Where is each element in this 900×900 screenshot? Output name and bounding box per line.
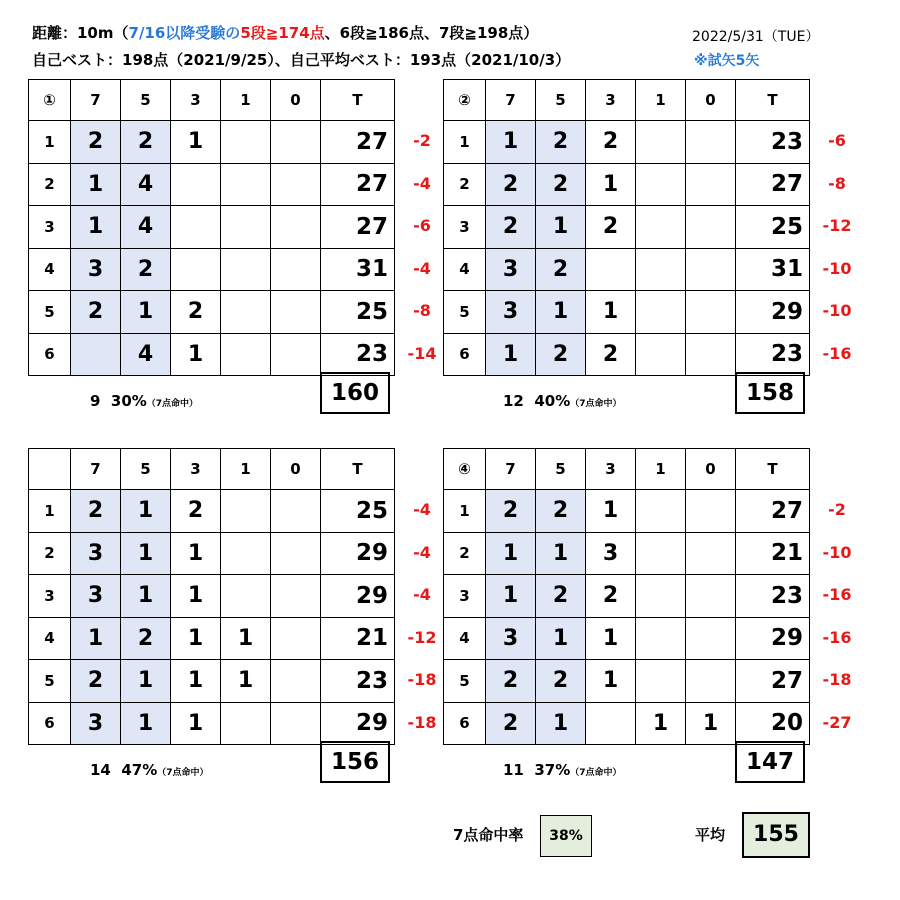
block-total: 158 [735, 372, 805, 414]
round-diff: -14 [407, 343, 437, 363]
score-cell: 1 [171, 532, 221, 575]
round-total: 29 [736, 291, 810, 334]
round-diff: -12 [822, 216, 852, 235]
table-row [444, 490, 810, 533]
score-cell: 2 [536, 121, 586, 164]
round-number: 2 [29, 163, 71, 206]
table-row [29, 490, 395, 533]
hit-percent: 40% [534, 392, 571, 410]
table-row [29, 333, 395, 376]
score-cell [636, 617, 686, 660]
score-cell: 1 [171, 575, 221, 618]
score-cell: 2 [71, 121, 121, 164]
round-total: 31 [736, 248, 810, 291]
score-cell [636, 575, 686, 618]
score-cell: 1 [536, 532, 586, 575]
score-cell [271, 575, 321, 618]
hit-percent: 47% [121, 761, 158, 779]
table-row [29, 206, 395, 249]
round-total: 23 [321, 660, 395, 703]
table-header-row [444, 449, 810, 490]
score-cell [686, 532, 736, 575]
score-cell: 1 [586, 163, 636, 206]
score-cell [221, 490, 271, 533]
column-header: 5 [536, 80, 586, 121]
block-total: 147 [735, 741, 805, 783]
score-cell [171, 206, 221, 249]
score-cell: 1 [71, 206, 121, 249]
round-diff: -4 [413, 173, 431, 193]
score-cell: 1 [536, 206, 586, 249]
score-cell: 2 [71, 291, 121, 334]
column-header: 0 [271, 80, 321, 121]
score-cell [686, 121, 736, 164]
score-cell [686, 490, 736, 533]
hit-note: （7点命中） [146, 399, 199, 409]
round-number: 2 [29, 532, 71, 575]
score-cell: 3 [486, 617, 536, 660]
score-cell: 2 [586, 121, 636, 164]
score-cell [686, 333, 736, 376]
table-row [29, 248, 395, 291]
distance-text: 距離：10m（ [32, 24, 129, 42]
column-header: 1 [636, 80, 686, 121]
round-diff: -10 [822, 301, 852, 320]
table-row [444, 248, 810, 291]
round-number: 5 [29, 660, 71, 703]
score-cell: 1 [171, 333, 221, 376]
score-table [443, 79, 810, 376]
score-cell [636, 121, 686, 164]
round-diff: -10 [822, 542, 852, 562]
hit-percent: 30% [110, 392, 147, 410]
round-total: 27 [736, 163, 810, 206]
score-cell [71, 333, 121, 376]
hit-note: （7点命中） [157, 768, 209, 778]
score-cell: 3 [71, 702, 121, 745]
score-cell [686, 248, 736, 291]
score-cell [271, 660, 321, 703]
round-diff: -8 [413, 301, 431, 320]
score-cell: 1 [686, 702, 736, 745]
column-header: T [736, 80, 810, 121]
score-cell [686, 206, 736, 249]
column-header: 1 [221, 80, 271, 121]
round-diff: -6 [828, 131, 846, 150]
round-number: 3 [444, 206, 486, 249]
score-cell: 3 [586, 532, 636, 575]
hit-count: 14 [90, 761, 111, 779]
score-cell: 1 [221, 660, 271, 703]
hit-count: 11 [503, 761, 524, 779]
score-cell [221, 532, 271, 575]
block-total: 160 [320, 372, 390, 414]
round-diff: -4 [413, 258, 431, 278]
score-cell [636, 248, 686, 291]
score-cell: 2 [486, 163, 536, 206]
table-row [29, 121, 395, 164]
score-cell [686, 291, 736, 334]
score-cell: 2 [121, 617, 171, 660]
score-cell: 2 [121, 121, 171, 164]
score-cell: 2 [536, 575, 586, 618]
score-cell: 1 [171, 660, 221, 703]
score-cell: 2 [486, 702, 536, 745]
average-value: 155 [742, 812, 810, 858]
block-label [29, 449, 71, 490]
table-row [444, 163, 810, 206]
score-cell: 2 [71, 490, 121, 533]
round-number: 4 [29, 248, 71, 291]
round-number: 1 [29, 121, 71, 164]
column-header: 7 [71, 449, 121, 490]
round-total: 23 [321, 333, 395, 376]
score-cell: 2 [486, 490, 536, 533]
score-cell: 2 [486, 660, 536, 703]
score-cell: 3 [71, 532, 121, 575]
column-header: 3 [586, 449, 636, 490]
column-header: 7 [486, 80, 536, 121]
round-total: 25 [321, 490, 395, 533]
round-total: 23 [736, 333, 810, 376]
column-header: 0 [686, 449, 736, 490]
score-cell: 4 [121, 333, 171, 376]
score-cell: 1 [636, 702, 686, 745]
round-total: 29 [321, 532, 395, 575]
score-cell [221, 248, 271, 291]
round-diff: -2 [828, 500, 846, 519]
round-number: 2 [444, 163, 486, 206]
column-header: 3 [586, 80, 636, 121]
table-row [444, 206, 810, 249]
score-cell: 1 [536, 291, 586, 334]
score-cell [221, 206, 271, 249]
hit-percent: 37% [534, 761, 571, 779]
score-cell: 1 [121, 291, 171, 334]
score-cell [586, 248, 636, 291]
column-header: 5 [121, 80, 171, 121]
table-header-row [29, 449, 395, 490]
round-total: 21 [321, 617, 395, 660]
score-cell: 2 [536, 248, 586, 291]
round-number: 3 [444, 575, 486, 618]
score-cell: 1 [121, 702, 171, 745]
table-row [444, 291, 810, 334]
round-number: 1 [444, 490, 486, 533]
score-cell: 3 [486, 291, 536, 334]
score-cell [686, 617, 736, 660]
round-diff: -2 [413, 131, 431, 150]
table-row [29, 291, 395, 334]
round-number: 6 [444, 333, 486, 376]
score-block-3 [28, 448, 448, 803]
hit-stats [90, 381, 198, 421]
block-total: 156 [320, 741, 390, 783]
score-cell [271, 617, 321, 660]
dan5-requirement: 5段≧174点 [240, 24, 325, 42]
hit-count: 9 [90, 392, 101, 410]
score-cell [636, 291, 686, 334]
score-cell [271, 163, 321, 206]
score-cell: 1 [586, 660, 636, 703]
column-header: 0 [686, 80, 736, 121]
round-total: 25 [321, 291, 395, 334]
score-cell [171, 248, 221, 291]
table-row [29, 617, 395, 660]
exam-date-note: 7/16以降受験の [128, 24, 241, 42]
score-cell: 1 [71, 163, 121, 206]
column-header: 3 [171, 449, 221, 490]
round-diff: -16 [822, 585, 852, 604]
dan-requirements: 、6段≧186点、7段≧198点） [324, 24, 539, 42]
score-cell: 1 [71, 617, 121, 660]
score-cell: 2 [486, 206, 536, 249]
table-row [444, 121, 810, 164]
round-diff: -27 [822, 712, 852, 732]
score-cell [636, 163, 686, 206]
round-total: 27 [736, 660, 810, 703]
round-diff: -16 [822, 343, 852, 363]
table-row [444, 532, 810, 575]
score-cell: 2 [586, 206, 636, 249]
round-total: 29 [321, 702, 395, 745]
score-cell: 1 [586, 291, 636, 334]
hit-stats [503, 381, 622, 421]
round-number: 4 [29, 617, 71, 660]
round-number: 5 [444, 291, 486, 334]
hit-note: （7点命中） [570, 399, 622, 409]
score-cell: 2 [536, 490, 586, 533]
score-cell [221, 163, 271, 206]
round-diff: -18 [822, 670, 852, 689]
score-cell: 1 [171, 121, 221, 164]
round-diff: -6 [413, 216, 431, 235]
round-number: 1 [29, 490, 71, 533]
score-cell [636, 333, 686, 376]
score-cell [586, 702, 636, 745]
column-header: 1 [636, 449, 686, 490]
round-diff: -10 [822, 258, 852, 278]
score-cell [271, 291, 321, 334]
score-cell [686, 575, 736, 618]
round-diff: -4 [413, 585, 431, 604]
block-label: ④ [444, 449, 486, 490]
column-header: T [736, 449, 810, 490]
trial-arrows-note: ※試矢5矢 [694, 53, 760, 69]
block-label: ② [444, 80, 486, 121]
table-header-row [29, 80, 395, 121]
score-cell: 1 [536, 702, 586, 745]
round-total: 23 [736, 121, 810, 164]
column-header: 7 [71, 80, 121, 121]
column-header: T [321, 449, 395, 490]
hit-count: 12 [503, 392, 524, 410]
round-number: 5 [29, 291, 71, 334]
score-cell [221, 121, 271, 164]
best-scores: 自己ベスト：198点（2021/9/25）、自己平均ベスト：193点（2021/10/3） [32, 51, 571, 69]
score-cell: 1 [586, 617, 636, 660]
score-cell [271, 206, 321, 249]
score-cell: 3 [486, 248, 536, 291]
table-row [444, 333, 810, 376]
round-total: 27 [321, 163, 395, 206]
score-cell: 2 [171, 490, 221, 533]
round-number: 6 [444, 702, 486, 745]
round-number: 4 [444, 617, 486, 660]
table-row [444, 575, 810, 618]
table-header-row [444, 80, 810, 121]
average-label: 平均 [695, 826, 726, 844]
score-cell [271, 702, 321, 745]
score-cell [271, 490, 321, 533]
round-diff: -4 [413, 500, 431, 519]
table-row [444, 702, 810, 745]
hit-stats [90, 750, 209, 790]
round-total: 29 [736, 617, 810, 660]
score-cell [171, 163, 221, 206]
score-cell: 2 [171, 291, 221, 334]
score-cell [271, 333, 321, 376]
table-row [29, 532, 395, 575]
column-header: 3 [171, 80, 221, 121]
score-cell [636, 660, 686, 703]
round-number: 6 [29, 702, 71, 745]
round-diff: -4 [413, 542, 431, 562]
round-total: 27 [321, 121, 395, 164]
table-row [29, 163, 395, 206]
round-number: 1 [444, 121, 486, 164]
score-cell: 4 [121, 163, 171, 206]
round-total: 21 [736, 532, 810, 575]
score-table [28, 79, 395, 376]
distance-header [32, 22, 538, 43]
score-cell [271, 248, 321, 291]
round-diff: -8 [828, 173, 846, 193]
date-label: 2022/5/31（TUE） [692, 29, 820, 45]
score-table [443, 448, 810, 745]
column-header: T [321, 80, 395, 121]
score-cell: 3 [71, 575, 121, 618]
score-cell: 1 [486, 575, 536, 618]
score-cell [686, 163, 736, 206]
score-block-2 [443, 79, 863, 434]
score-cell [271, 121, 321, 164]
score-cell [221, 291, 271, 334]
score-cell: 2 [71, 660, 121, 703]
table-row [444, 660, 810, 703]
score-cell: 1 [121, 490, 171, 533]
score-cell: 2 [536, 660, 586, 703]
round-total: 27 [321, 206, 395, 249]
block-label: ① [29, 80, 71, 121]
round-total: 29 [321, 575, 395, 618]
round-total: 23 [736, 575, 810, 618]
round-total: 25 [736, 206, 810, 249]
score-cell: 1 [221, 617, 271, 660]
round-diff: -12 [407, 627, 437, 647]
round-number: 4 [444, 248, 486, 291]
round-total: 27 [736, 490, 810, 533]
column-header: 1 [221, 449, 271, 490]
score-cell [221, 575, 271, 618]
score-cell: 4 [121, 206, 171, 249]
column-header: 0 [271, 449, 321, 490]
column-header: 5 [536, 449, 586, 490]
score-cell: 1 [536, 617, 586, 660]
score-cell: 2 [536, 333, 586, 376]
score-cell: 2 [586, 575, 636, 618]
column-header: 7 [486, 449, 536, 490]
score-cell [636, 206, 686, 249]
score-cell [686, 660, 736, 703]
score-cell [221, 702, 271, 745]
score-block-1 [28, 79, 448, 434]
score-cell: 2 [536, 163, 586, 206]
hit-note: （7点命中） [570, 768, 622, 778]
round-total: 20 [736, 702, 810, 745]
score-cell [271, 532, 321, 575]
score-cell: 1 [486, 333, 536, 376]
table-row [444, 617, 810, 660]
score-block-4 [443, 448, 863, 803]
score-cell: 1 [121, 575, 171, 618]
round-number: 6 [29, 333, 71, 376]
score-cell: 1 [171, 702, 221, 745]
round-number: 3 [29, 575, 71, 618]
round-number: 5 [444, 660, 486, 703]
score-cell: 1 [486, 532, 536, 575]
score-table [28, 448, 395, 745]
round-total: 31 [321, 248, 395, 291]
round-diff: -18 [407, 670, 437, 689]
score-cell [636, 490, 686, 533]
column-header: 5 [121, 449, 171, 490]
score-cell: 2 [586, 333, 636, 376]
hit-rate-label: 7点命中率 [453, 826, 524, 844]
round-diff: -18 [407, 712, 437, 732]
score-cell: 1 [171, 617, 221, 660]
score-cell: 1 [121, 532, 171, 575]
score-cell: 2 [121, 248, 171, 291]
score-cell [636, 532, 686, 575]
score-cell: 1 [486, 121, 536, 164]
table-row [29, 702, 395, 745]
score-cell [221, 333, 271, 376]
round-number: 2 [444, 532, 486, 575]
table-row [29, 575, 395, 618]
round-diff: -16 [822, 627, 852, 647]
score-cell: 1 [121, 660, 171, 703]
hit-stats [503, 750, 622, 790]
hit-rate-value: 38% [540, 815, 592, 857]
round-number: 3 [29, 206, 71, 249]
table-row [29, 660, 395, 703]
score-cell: 3 [71, 248, 121, 291]
score-cell: 1 [586, 490, 636, 533]
